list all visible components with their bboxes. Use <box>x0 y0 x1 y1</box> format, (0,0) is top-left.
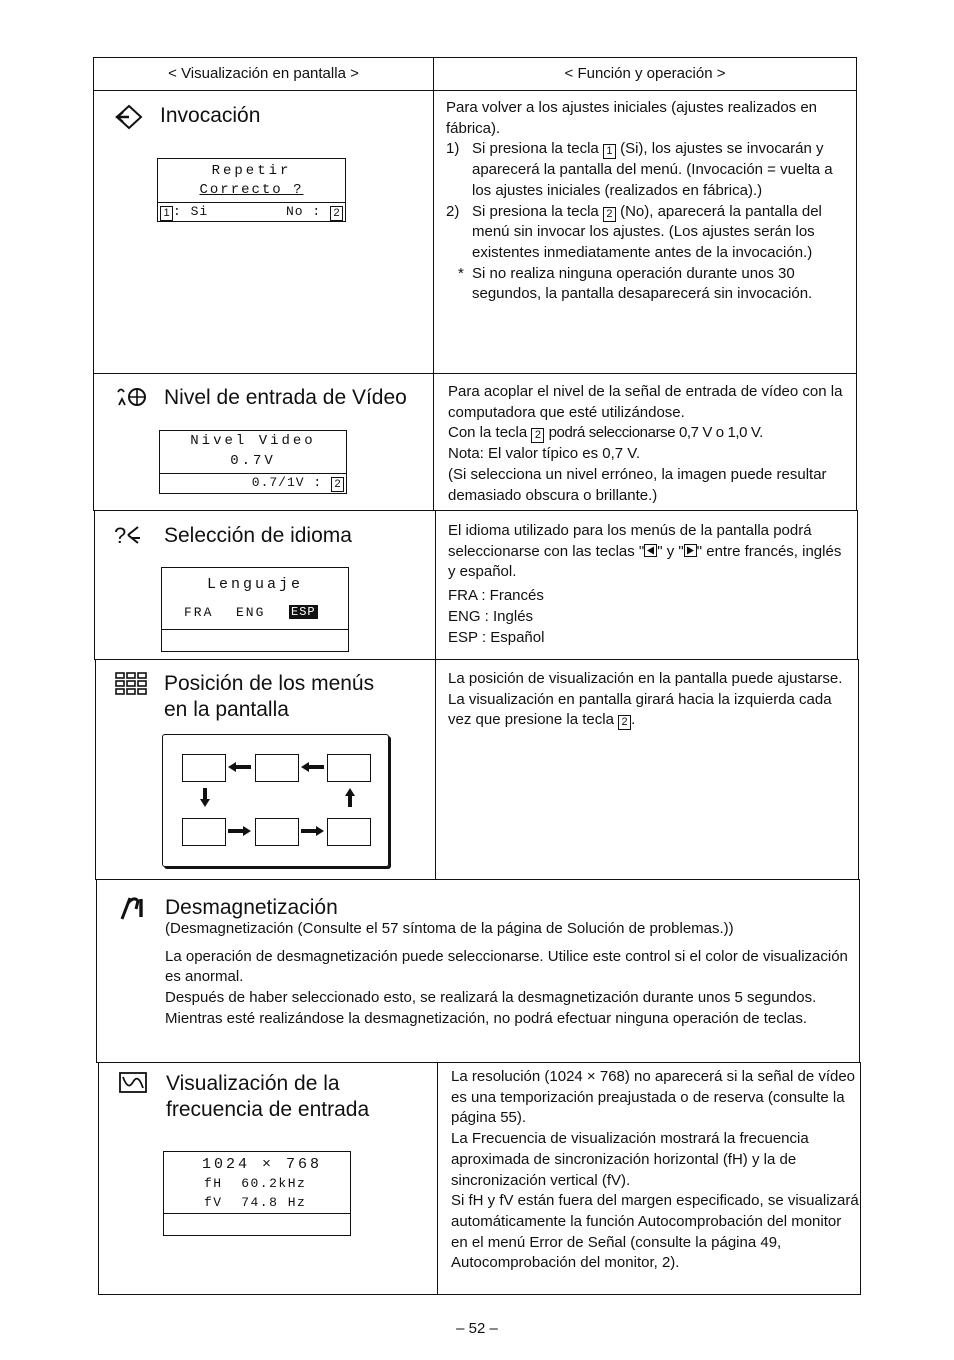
desc-frecuencia <box>451 1067 859 1274</box>
desc-text: Para acoplar el nivel de la señal de entrada de vídeo con la computadora que esté utilizándose. <box>448 383 843 421</box>
lang-item: ENG : Inglés <box>448 607 534 625</box>
desc-text: Si fH y fV están fuera del margen especificado, se visualizará automáticamente la función Autocomprobación del monitor en el menú Error de Señal (consulte la página 49, Autocomprobación del monitor, 2). <box>451 1192 859 1272</box>
osd-frecuencia <box>163 1151 351 1236</box>
video-level-icon <box>116 385 148 409</box>
desc-text: Nota: El valor típico es 0,7 V. <box>448 445 641 463</box>
list-item: 1) Si presiona la tecla 1 (Si), los ajustes se invocarán y aparecerá la pantalla del menú. (Invocación = vuelta a los ajustes iniciales (realizados en fábrica).) <box>446 140 833 199</box>
osd-lang-eng: ENG <box>236 605 266 620</box>
page-number: – 52 – <box>456 1320 498 1337</box>
osd-yes-option: 1 : Si <box>160 204 208 221</box>
desc-text: (Si selecciona un nivel erróneo, la imagen puede resultar demasiado obscura o brillante.) <box>448 465 827 504</box>
language-icon: ? <box>114 523 142 549</box>
desc-text: Con la tecla 2 podrá seleccionarse 0,7 V o 1,0 V. <box>448 424 763 442</box>
desc-text: Después de haber seleccionado esto, se realizará la desmagnetización durante unos 5 segundos. Mientras esté realizándose la desmagnetización, no podrá efectuar ninguna operación de teclas. <box>165 989 817 1027</box>
osd-line: 0.7V <box>230 453 276 469</box>
osd-line: Repetir <box>211 163 292 179</box>
note-item: * Si no realiza ninguna operación durante unos 30 segundos, la pantalla desaparecerá sin invocación. <box>458 264 813 303</box>
section-title-frecuencia: Visualización de la frecuencia de entrada <box>166 1072 370 1121</box>
section-title-invocacion: Invocación <box>160 104 261 127</box>
osd-nivel-option: 0.7/1V : 2 <box>252 475 344 492</box>
osd-position-diagram <box>162 734 389 867</box>
desc-sub: (Desmagnetización (Consulte el 57 síntoma de la página de Solución de problemas.)) <box>165 920 734 937</box>
section-title-desmag: Desmagnetización <box>165 896 338 919</box>
desc-text: La resolución (1024 × 768) no aparecerá si la señal de vídeo es una temporización preajustada o de reserva (consulte la página 55). <box>451 1068 856 1127</box>
lang-item: FRA : Francés <box>448 587 544 605</box>
lang-item: ESP : Español <box>448 628 545 646</box>
osd-line: Correcto ? <box>199 182 304 198</box>
desc-invocacion <box>446 98 848 305</box>
desc-intro: Para volver a los ajustes iniciales (ajustes realizados en fábrica). <box>446 99 818 137</box>
header-right: < Función y operación > <box>564 65 726 82</box>
key-2-icon: 2 <box>331 477 344 492</box>
key-2-icon: 2 <box>531 428 544 443</box>
osd-lang-esp-selected: ESP <box>291 605 316 619</box>
key-2-icon: 2 <box>618 715 631 730</box>
desc-text: El idioma utilizado para los menús de la pantalla podrá seleccionarse con las teclas " " y " " entre francés, inglés y español. <box>448 522 842 581</box>
desc-text: La operación de desmagnetización puede seleccionarse. Utilice este control si el color de visualización es anormal. <box>165 947 848 986</box>
key-1-icon: 1 <box>603 144 616 159</box>
desc-text: La Frecuencia de visualización mostrará la frecuencia aproximada de sincronización horizontal (fH) y la de sincronización vertical (fV). <box>451 1130 809 1189</box>
osd-no-option: No : 2 <box>286 204 343 221</box>
key-1-icon: 1 <box>160 206 173 221</box>
arrows-icon <box>163 735 388 866</box>
osd-fh: fH 60.2kHz <box>204 1176 307 1191</box>
desc-desmag <box>165 919 855 1030</box>
frequency-icon <box>118 1069 148 1095</box>
section-title-nivel: Nivel de entrada de Vídeo <box>164 386 407 409</box>
desc-text: La posición de visualización en la pantalla puede ajustarse. La visualización en pantalla girará hacia la izquierda cada vez que presione la tecla 2 . <box>448 670 843 729</box>
osd-line: Nivel Video <box>190 433 316 449</box>
osd-lang-fra: FRA <box>184 605 214 620</box>
header-left: < Visualización en pantalla > <box>168 65 359 82</box>
osd-invocacion <box>157 158 346 222</box>
left-key-icon <box>644 544 657 557</box>
osd-idioma <box>161 567 349 652</box>
desc-nivel <box>448 382 850 506</box>
osd-nivel <box>159 430 347 494</box>
key-2-icon: 2 <box>330 206 343 221</box>
list-item: 2) Si presiona la tecla 2 (No), aparecerá la pantalla del menú sin invocar los ajustes. (Los ajustes serán los existentes inmediatamente antes de la invocación.) <box>446 202 822 261</box>
desc-idioma <box>448 521 850 648</box>
osd-fv: fV 74.8 Hz <box>204 1195 307 1210</box>
osd-resolution: 1024 × 768 <box>202 1156 323 1173</box>
key-2-icon: 2 <box>603 207 616 222</box>
invocation-icon <box>114 104 144 130</box>
osd-line: Lenguaje <box>206 576 303 593</box>
right-key-icon <box>684 544 697 557</box>
desc-posicion <box>448 669 852 731</box>
degauss-icon <box>118 895 148 921</box>
section-title-posicion: Posición de los menús en la pantalla <box>164 672 375 721</box>
section-title-idioma: Selección de idioma <box>164 524 352 547</box>
osd-position-icon <box>114 671 148 697</box>
